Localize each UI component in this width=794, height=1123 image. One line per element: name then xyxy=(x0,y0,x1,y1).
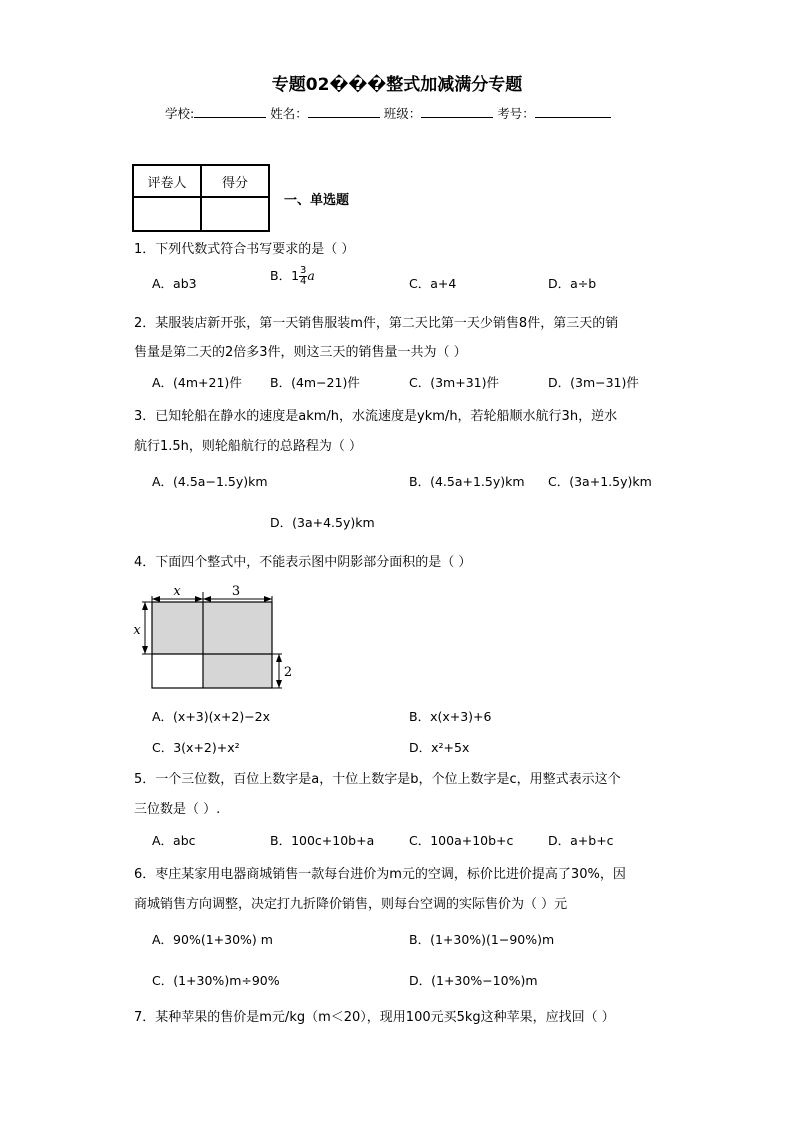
q4-option-d[interactable]: D．x²+5x xyxy=(409,740,470,755)
fraction-numerator: 3 xyxy=(300,265,307,276)
arrowhead xyxy=(203,596,211,602)
section-heading: 一、单选题 xyxy=(284,193,350,208)
right-dimension: 2 xyxy=(283,665,293,680)
top-left-dimension: x xyxy=(173,584,181,599)
question-7-stem: 7．某种苹果的售价是m元/kg（m＜20），现用100元买5kg这种苹果，应找回（ ） xyxy=(134,1010,615,1025)
q1-option-c[interactable]: C．a+4 xyxy=(409,276,457,291)
q2-option-b[interactable]: B．(4m−21)件 xyxy=(270,375,360,390)
q2-option-c[interactable]: C．(3m+31)件 xyxy=(409,375,499,390)
top-right-dimension: 3 xyxy=(231,584,241,599)
question-1-stem: 1．下列代数式符合书写要求的是（ ） xyxy=(134,242,355,257)
arrowhead xyxy=(142,602,148,610)
q1-option-b-whole: 1 xyxy=(291,268,300,283)
q2-option-a[interactable]: A．(4m+21)件 xyxy=(152,375,242,390)
q4-option-a[interactable]: A．(x+3)(x+2)−2x xyxy=(152,709,271,724)
arrowhead xyxy=(264,596,272,602)
q6-option-a[interactable]: A．90%(1+30%) m xyxy=(152,932,273,947)
q5-option-c[interactable]: C．100a+10b+c xyxy=(409,833,514,848)
q5-option-b[interactable]: B．100c+10b+a xyxy=(270,833,375,848)
arrowhead xyxy=(142,646,148,654)
q4-option-b[interactable]: B．x(x+3)+6 xyxy=(409,709,492,724)
name-blank[interactable] xyxy=(308,105,380,118)
q5-option-a[interactable]: A．abc xyxy=(152,833,196,848)
question-2-stem-line1: 2．某服装店新开张，第一天销售服装m件，第二天比第一天少销售8件，第三天的销 xyxy=(134,316,619,331)
arrowhead xyxy=(276,654,282,662)
score-table xyxy=(132,164,270,232)
student-info-line xyxy=(165,104,611,122)
q3-option-d[interactable]: D．(3a+4.5y)km xyxy=(270,515,375,530)
shaded-square-x xyxy=(152,602,203,654)
exam-no-blank[interactable] xyxy=(535,105,611,118)
score-cell[interactable] xyxy=(201,197,269,231)
school-label: 学校: xyxy=(165,106,195,121)
q3-option-c[interactable]: C．(3a+1.5y)km xyxy=(548,474,652,489)
q1-option-b-var: a xyxy=(307,268,315,283)
q3-option-a[interactable]: A．(4.5a−1.5y)km xyxy=(152,474,268,489)
q1-option-b[interactable] xyxy=(270,266,315,287)
question-5-stem-line2: 三位数是（ ）. xyxy=(134,802,221,817)
arrowhead xyxy=(152,596,160,602)
arrowhead xyxy=(276,680,282,688)
shaded-area-figure xyxy=(130,580,300,695)
school-blank[interactable] xyxy=(194,105,266,118)
shaded-rect-3 xyxy=(203,602,272,688)
grader-header: 评卷人 xyxy=(133,165,201,197)
question-5-stem-line1: 5．一个三位数，百位上数字是a，十位上数字是b，个位上数字是c，用整式表示这个 xyxy=(134,772,621,787)
question-3-stem-line2: 航行1.5h，则轮船航行的总路程为（ ） xyxy=(134,439,363,454)
page-title: 专题02���整式加减满分专题 xyxy=(271,75,523,95)
question-6-stem-line2: 商城销售方向调整，决定打九折降价销售，则每台空调的实际售价为（ ）元 xyxy=(134,897,568,912)
score-header: 得分 xyxy=(201,165,269,197)
q6-option-b[interactable]: B．(1+30%)(1−90%)m xyxy=(409,932,555,947)
fraction-denominator: 4 xyxy=(300,276,307,287)
question-3-stem-line1: 3．已知轮船在静水的速度是akm/h，水流速度是ykm/h，若轮船顺水航行3h，逆水 xyxy=(134,409,618,424)
class-blank[interactable] xyxy=(421,105,493,118)
q1-option-a[interactable]: A．ab3 xyxy=(152,276,197,291)
question-6-stem-line1: 6．枣庄某家用电器商城销售一款每台进价为m元的空调，标价比进价提高了30%，因 xyxy=(134,867,626,882)
name-label: 姓名： xyxy=(270,106,308,121)
q1-option-d[interactable]: D．a÷b xyxy=(548,276,597,291)
arrowhead xyxy=(195,596,203,602)
exam-no-label: 考号： xyxy=(497,106,535,121)
q3-option-b[interactable]: B．(4.5a+1.5y)km xyxy=(409,474,525,489)
question-4-stem: 4．下面四个整式中，不能表示图中阴影部分面积的是（ ） xyxy=(134,555,472,570)
question-2-stem-line2: 售量是第二天的2倍多3件，则这三天的销售量一共为（ ） xyxy=(134,345,467,360)
grader-cell[interactable] xyxy=(133,197,201,231)
class-label: 班级： xyxy=(383,106,422,121)
q4-option-c[interactable]: C．3(x+2)+x² xyxy=(152,740,240,755)
q6-option-c[interactable]: C．(1+30%)m÷90% xyxy=(152,973,280,988)
q5-option-d[interactable]: D．a+b+c xyxy=(548,833,614,848)
left-dimension: x xyxy=(133,623,141,638)
q1-option-b-label: B． xyxy=(270,268,292,283)
q2-option-d[interactable]: D．(3m−31)件 xyxy=(548,375,639,390)
q6-option-d[interactable]: D．(1+30%−10%)m xyxy=(409,973,538,988)
